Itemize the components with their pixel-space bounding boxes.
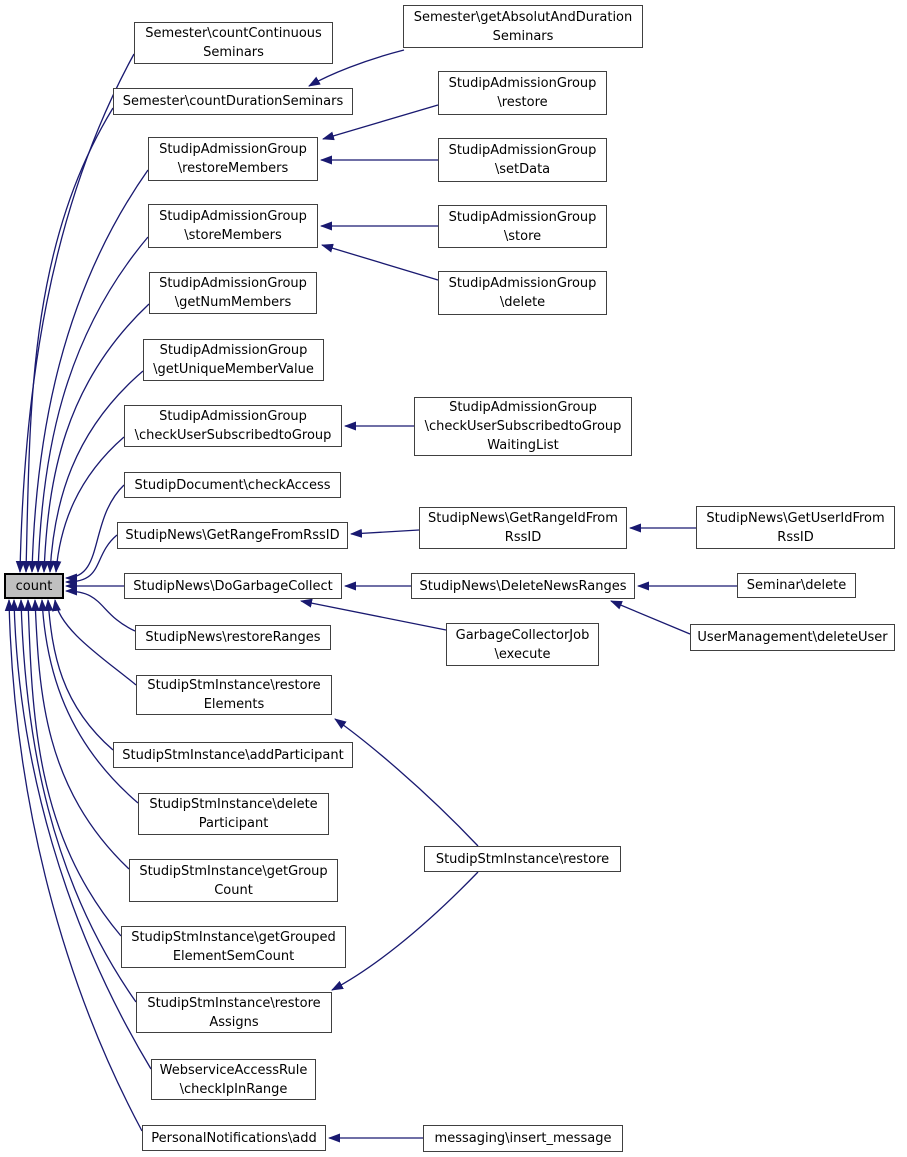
node-label-line: \delete <box>499 295 546 310</box>
node-getGroupCount[interactable] <box>129 859 338 902</box>
edge-stmInstanceRestore--restoreElements <box>335 719 478 846</box>
node-personalNotificationsAdd[interactable] <box>142 1125 326 1151</box>
node-label-line: StudipDocument\checkAccess <box>134 477 331 493</box>
node-label-line: Assigns <box>209 1014 259 1030</box>
node-label-line: Participant <box>198 816 269 831</box>
node-label-line: GarbageCollectorJob <box>455 627 590 643</box>
edge-checkUserSubscribedtoGroup--count <box>56 437 124 572</box>
node-countContinuousSeminars[interactable] <box>134 22 333 64</box>
node-label-line: StudipAdmissionGroup <box>159 276 307 291</box>
node-garbageCollectorJobExecute[interactable] <box>446 623 599 666</box>
node-label-line: Semester\getAbsolutAndDuration <box>413 9 633 25</box>
node-getGroupedElementSemCount[interactable] <box>121 926 346 968</box>
node-DeleteNewsRanges[interactable] <box>411 573 635 599</box>
node-label-line: StudipAdmissionGroup <box>448 76 597 91</box>
node-label-line: \getUniqueMemberValue <box>153 362 314 377</box>
node-agDelete[interactable] <box>438 271 607 315</box>
node-label-line: messaging\insert_message <box>434 1131 612 1146</box>
node-label-line: ElementSemCount <box>172 949 295 964</box>
node-deleteParticipant[interactable] <box>138 793 329 835</box>
node-label-line: StudipStmInstance\getGroup <box>139 863 328 879</box>
edge-userManagementDeleteUser--DeleteNewsRanges <box>611 601 690 634</box>
node-label-line: \setData <box>494 162 551 177</box>
node-label-line: StudipAdmissionGroup <box>448 209 597 225</box>
node-label-line: StudipStmInstance\addParticipant <box>122 747 344 763</box>
node-stmInstanceRestore[interactable] <box>424 846 621 872</box>
node-label-line: StudipStmInstance\restore <box>147 678 321 693</box>
node-label-line: Semester\countDurationSeminars <box>122 94 344 109</box>
node-label-line: \store <box>503 228 542 244</box>
node-checkUserSubscribedtoGroupWaitingList[interactable] <box>414 397 632 456</box>
node-getUniqueMemberValue[interactable] <box>143 339 324 381</box>
node-GetUserIdFromRssID[interactable] <box>696 506 895 549</box>
edge-addParticipant--count <box>48 600 113 750</box>
node-label-line: \checkIpInRange <box>179 1081 288 1097</box>
node-label-line: \checkUserSubscribedtoGroup <box>424 419 622 434</box>
node-restoreElements[interactable] <box>136 675 332 715</box>
node-label-line: StudipAdmissionGroup <box>159 209 307 224</box>
node-seminarDelete[interactable] <box>737 573 856 598</box>
node-label-line: RssID <box>504 530 542 545</box>
edge-getGroupedElementSemCount--count <box>28 600 121 936</box>
node-checkAccess[interactable] <box>124 472 341 498</box>
node-label-line: StudipAdmissionGroup <box>159 409 307 424</box>
node-label-line: StudipAdmissionGroup <box>448 276 597 291</box>
node-label-line: \getNumMembers <box>174 295 292 310</box>
edge-stmInstanceRestore--restoreAssigns <box>332 872 478 990</box>
node-label-line: Count <box>214 882 253 898</box>
node-GetRangeIdFromRssID[interactable] <box>419 507 627 549</box>
node-userManagementDeleteUser[interactable] <box>690 624 895 651</box>
edge-GetRangeIdFromRssID--GetRangeFromRssID <box>351 530 419 534</box>
node-label-line: RssID <box>777 529 814 545</box>
node-DoGarbageCollect[interactable] <box>124 573 342 599</box>
node-agStore[interactable] <box>438 205 607 248</box>
edge-restoreElements--count <box>55 600 136 685</box>
node-checkIpInRange[interactable] <box>151 1059 316 1100</box>
edge-countDurationSeminars--count <box>26 108 113 572</box>
node-label-line: \restoreMembers <box>177 161 289 176</box>
node-label-line: count <box>15 578 53 594</box>
node-agRestore[interactable] <box>438 71 607 115</box>
node-label-line: StudipAdmissionGroup <box>159 343 308 358</box>
node-label-line: WebserviceAccessRule <box>159 1062 308 1078</box>
node-getAbsolutAndDurationSeminars[interactable] <box>403 5 643 48</box>
node-restoreRanges[interactable] <box>135 625 331 650</box>
node-label-line: StudipNews\restoreRanges <box>145 630 321 645</box>
node-countDurationSeminars[interactable] <box>113 88 353 115</box>
node-label-line: StudipAdmissionGroup <box>448 143 597 158</box>
node-label-line: StudipStmInstance\delete <box>149 797 318 812</box>
node-label-line: WaitingList <box>487 438 559 453</box>
node-label-line: Elements <box>203 697 265 712</box>
node-messagingInsertMessage[interactable] <box>423 1125 623 1152</box>
node-restoreAssigns[interactable] <box>136 992 332 1033</box>
node-label-line: \restore <box>497 95 548 110</box>
node-label-line: StudipStmInstance\restore <box>147 995 321 1011</box>
edge-checkAccess--count <box>66 485 124 578</box>
node-label-line: Seminar\delete <box>746 578 847 593</box>
node-checkUserSubscribedtoGroup[interactable] <box>124 405 342 447</box>
node-count[interactable] <box>4 573 64 599</box>
node-label-line: Seminars <box>203 45 264 60</box>
edge-agDelete--storeMembers <box>322 245 438 280</box>
node-label-line: StudipNews\GetRangeFromRssID <box>125 528 340 543</box>
node-addParticipant[interactable] <box>113 742 353 768</box>
node-label-line: Semester\countContinuous <box>145 26 322 41</box>
node-label-line: StudipStmInstance\restore <box>435 851 610 867</box>
node-getNumMembers[interactable] <box>149 272 317 314</box>
node-label-line: \execute <box>494 646 551 662</box>
node-label-line: StudipNews\GetUserIdFrom <box>706 510 885 526</box>
node-label-line: StudipAdmissionGroup <box>159 142 307 157</box>
node-label-line: \checkUserSubscribedtoGroup <box>134 428 332 443</box>
node-label-line: \storeMembers <box>184 228 282 243</box>
node-label-line: StudipStmInstance\getGrouped <box>131 930 336 945</box>
node-label-line: StudipNews\GetRangeIdFrom <box>428 511 618 526</box>
node-storeMembers[interactable] <box>148 204 318 248</box>
node-label-line: UserManagement\deleteUser <box>697 630 888 645</box>
node-GetRangeFromRssID[interactable] <box>117 522 348 549</box>
edge-deleteParticipant--count <box>42 600 138 803</box>
node-label-line: StudipNews\DeleteNewsRanges <box>419 578 627 594</box>
node-label-line: StudipNews\DoGarbageCollect <box>133 578 333 594</box>
node-label-line: StudipAdmissionGroup <box>449 400 597 415</box>
node-restoreMembers[interactable] <box>148 137 318 181</box>
node-agSetData[interactable] <box>438 138 607 182</box>
node-label-line: PersonalNotifications\add <box>151 1130 317 1146</box>
node-label-line: Seminars <box>492 28 554 44</box>
